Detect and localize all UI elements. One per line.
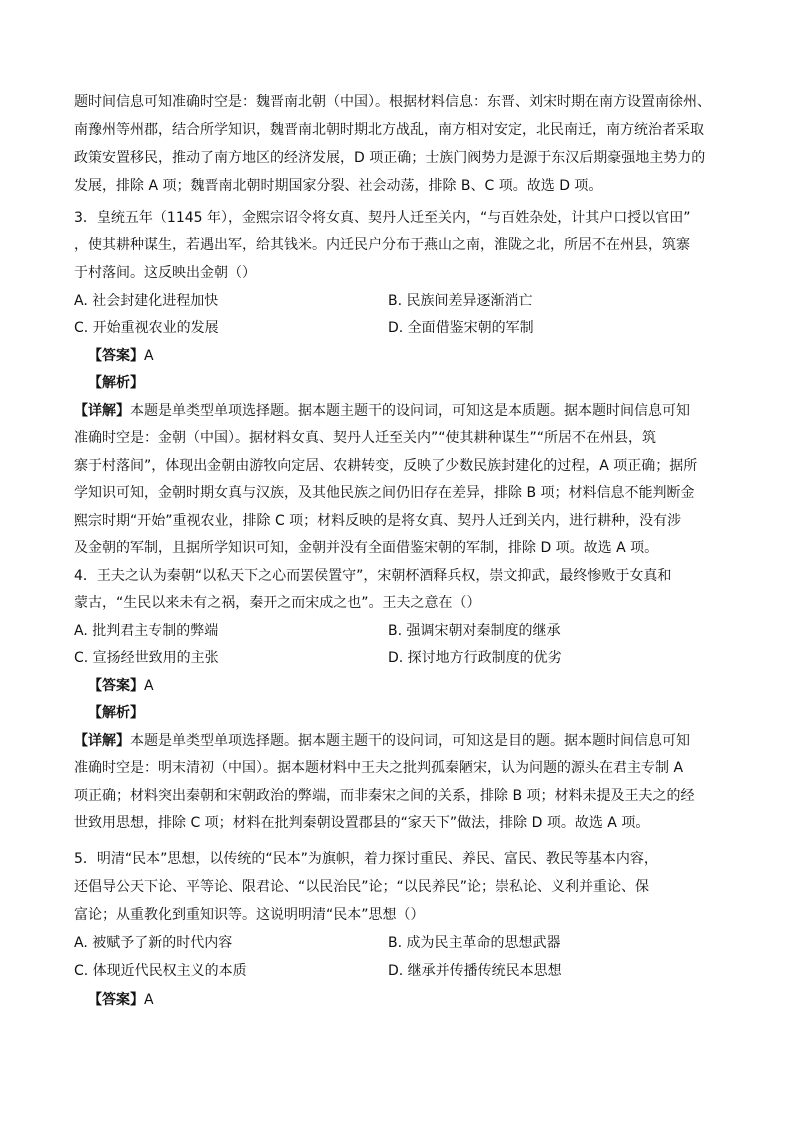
question-5-answer xyxy=(88,987,736,1014)
question-5-stem: 富论；从重教化到重知识等。这说明明清“民本”思想（） xyxy=(74,907,425,923)
detail-tag: 【详解】 xyxy=(74,733,130,749)
intro-line: 题时间信息可知准确时空是：魏晋南北朝（中国）。根据材料信息：东晋、刘宋时期在南方设置南徐州、 xyxy=(74,94,711,110)
question-4-option-a: A. 批判君主专制的弊端 xyxy=(74,623,219,639)
answer-value: A xyxy=(144,678,154,694)
intro-line: 政策安置移民，推动了南方地区的经济发展，D 项正确；士族门阀势力是源于东汉后期豪强地主势力的 xyxy=(74,150,706,166)
question-3-detail: 准确时空是：金朝（中国）。据材料女真、契丹人迁至关内”“使其耕种谋生”“所居不在州县，筑 xyxy=(74,430,657,446)
question-4-option-c: C. 宣扬经世致用的主张 xyxy=(74,650,219,666)
question-3-detail xyxy=(74,398,722,425)
intro-line: 南豫州等州郡，结合所学知识，魏晋南北朝时期北方战乱，南方相对安定，北民南迁，南方统治者采取 xyxy=(74,122,704,138)
question-3-stem: ，使其耕种谋生，若遇出军，给其钱米。内迁民户分布于燕山之南，淮陇之北，所居不在州县，筑寨 xyxy=(74,237,690,253)
intro-line: 发展，排除 A 项；魏晋南北朝时期国家分裂、社会动荡，排除 B、C 项。故选 D 项。 xyxy=(74,178,603,194)
question-4-detail: 世致用思想，排除 C 项；材料在批判秦朝设置郡县的“家天下”做法，排除 D 项。故选 A 项。 xyxy=(74,815,650,831)
question-3-detail: 寨于村落间”，体现出金朝由游牧向定居、农耕转变，反映了少数民族封建化的过程，A 项正确；据所 xyxy=(74,458,698,474)
question-4-analysis-tag xyxy=(88,700,736,727)
answer-tag: 【答案】 xyxy=(88,348,144,364)
question-4-detail xyxy=(74,728,722,755)
question-3-answer xyxy=(88,343,736,370)
question-5-stem: 5．明清“民本”思想，以传统的“民本”为旗帜，着力探讨重民、养民、富民、教民等基本内容， xyxy=(74,851,658,867)
question-3-detail: 学知识可知，金朝时期女真与汉族，及其他民族之间仍旧存在差异，排除 B 项；材料信息不能判断金 xyxy=(74,485,695,501)
question-5-option-a: A. 被赋予了新的时代内容 xyxy=(74,935,233,951)
question-3-detail: 熙宗时期“开始”重视农业，排除 C 项；材料反映的是将女真、契丹人迁到关内，进行耕种，没有涉 xyxy=(74,513,682,529)
question-4-detail: 准确时空是：明末清初（中国）。据本题材料中王夫之批判孤秦陋宋，认为问题的源头在君主专制 A xyxy=(74,760,684,776)
question-4-stem: 蒙古，“生民以来未有之祸，秦开之而宋成之也”。王夫之意在（） xyxy=(74,595,481,611)
detail-text: 本题是单类型单项选择题。据本题主题干的设问词，可知这是本质题。据本题时间信息可知 xyxy=(130,403,690,419)
detail-tag: 【详解】 xyxy=(74,403,130,419)
question-4-detail: 项正确；材料突出秦朝和宋朝政治的弊端，而非秦宋之间的关系，排除 B 项；材料未提及王夫之的经 xyxy=(74,788,695,804)
question-3-option-b: B. 民族间差异逐渐消亡 xyxy=(388,293,533,309)
question-4-option-d: D. 探讨地方行政制度的优劣 xyxy=(388,650,562,666)
answer-value: A xyxy=(144,348,154,364)
analysis-tag: 【解析】 xyxy=(88,375,144,391)
question-4-option-b: B. 强调宋朝对秦制度的继承 xyxy=(388,623,561,639)
question-3-option-c: C. 开始重视农业的发展 xyxy=(74,320,219,336)
question-4-answer xyxy=(88,673,736,700)
answer-tag: 【答案】 xyxy=(88,678,144,694)
question-5-stem: 还倡导公天下论、平等论、限君论、“以民治民”论；“以民养民”论；崇私论、义利并重论、保 xyxy=(74,879,650,895)
detail-text: 本题是单类型单项选择题。据本题主题干的设问词，可知这是目的题。据本题时间信息可知 xyxy=(130,733,690,749)
analysis-tag: 【解析】 xyxy=(88,705,144,721)
question-3-analysis-tag xyxy=(88,370,736,397)
question-3-stem: 于村落间。这反映出金朝（） xyxy=(74,265,256,281)
question-3-option-d: D. 全面借鉴宋朝的军制 xyxy=(388,320,534,336)
question-4-stem: 4．王夫之认为秦朝“以私天下之心而罢侯置守”，宋朝杯酒释兵权，崇文抑武，最终惨败于女真和 xyxy=(74,568,672,584)
question-3-stem: 3．皇统五年（1145 年），金熙宗诏令将女真、契丹人迁至关内，“与百姓杂处，计其户口授以官田” xyxy=(74,210,691,226)
question-5-option-c: C. 体现近代民权主义的本质 xyxy=(74,963,247,979)
question-3-detail: 及金朝的军制，且据所学知识可知，金朝并没有全面借鉴宋朝的军制，排除 D 项。故选 A 项。 xyxy=(74,540,659,556)
question-3-option-a: A. 社会封建化进程加快 xyxy=(74,293,219,309)
question-5-option-d: D. 继承并传播传统民本思想 xyxy=(388,963,562,979)
answer-tag: 【答案】 xyxy=(88,992,144,1008)
question-5-option-b: B. 成为民主革命的思想武器 xyxy=(388,935,561,951)
answer-value: A xyxy=(144,992,154,1008)
